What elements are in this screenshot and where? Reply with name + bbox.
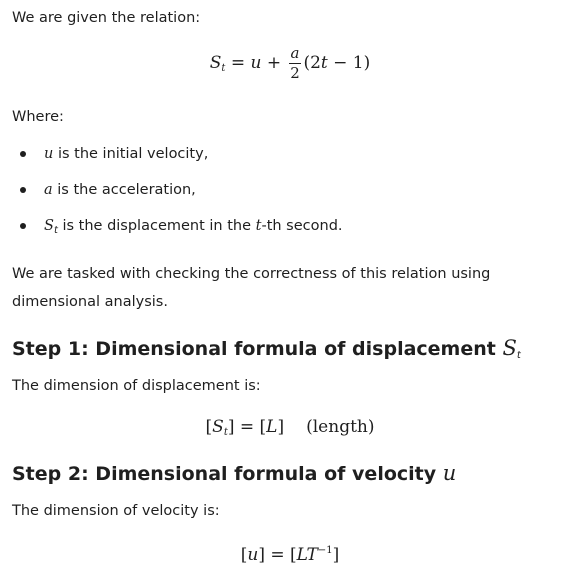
step2-eq-superscript: −1 <box>317 545 333 556</box>
step2-heading <box>12 458 568 489</box>
step1-heading-text: Step 1: Dimensional formula of displacement <box>12 338 503 360</box>
symbol-u: u <box>44 146 54 162</box>
eq-fraction-denominator: 2 <box>290 64 300 82</box>
bullet-dot <box>20 151 26 157</box>
definition-text-after: -th second. <box>261 218 343 234</box>
eq-fraction <box>289 45 302 82</box>
step1-description: The dimension of displacement is: <box>12 378 261 394</box>
symbol-s: S <box>44 218 54 234</box>
step1-symbol: S <box>502 336 517 360</box>
step2-eq-end: ] <box>332 545 340 565</box>
list-item <box>12 208 568 249</box>
bullet-dot <box>20 223 26 229</box>
step1-eq-open: [ <box>205 417 213 437</box>
step1-symbol-subscript: t <box>516 350 521 361</box>
step2-symbol: u <box>442 461 457 485</box>
where-label: Where: <box>12 109 64 125</box>
list-item <box>12 172 568 208</box>
eq-equals-u: = u + <box>225 53 287 73</box>
eq-lhs-symbol: S <box>209 53 222 73</box>
step2-equation <box>12 534 568 568</box>
task-text: We are tasked with checking the correctness of this relation using dimensional analysis. <box>12 266 491 310</box>
symbol-a: a <box>44 182 53 198</box>
intro-text: We are given the relation: <box>12 10 201 26</box>
definition-text: is the acceleration, <box>52 182 196 198</box>
step1-heading <box>12 333 568 371</box>
eq-fraction-numerator: a <box>290 44 300 62</box>
step1-eq-symbol: S <box>212 417 224 437</box>
symbol-t: t <box>255 218 262 234</box>
symbol-s-subscript: t <box>53 225 58 236</box>
step1-eq-subscript: t <box>223 427 228 438</box>
main-equation <box>12 40 568 86</box>
step2-description: The dimension of velocity is: <box>12 503 220 519</box>
bullet-dot <box>20 187 26 193</box>
step1-eq-rhs: ] = [L] <box>227 417 285 437</box>
step1-equation <box>12 410 568 444</box>
step1-eq-note: (length) <box>306 417 375 437</box>
step2-eq-lhs: [u] = [LT <box>240 545 318 565</box>
eq-lhs-subscript: t <box>221 63 226 74</box>
definition-text: is the initial velocity, <box>53 146 209 162</box>
definitions-list <box>12 136 568 249</box>
list-item <box>12 136 568 172</box>
eq-rest: (2t − 1) <box>303 53 371 73</box>
definition-text: is the displacement in the <box>57 218 256 234</box>
step2-heading-text: Step 2: Dimensional formula of velocity <box>12 463 443 485</box>
